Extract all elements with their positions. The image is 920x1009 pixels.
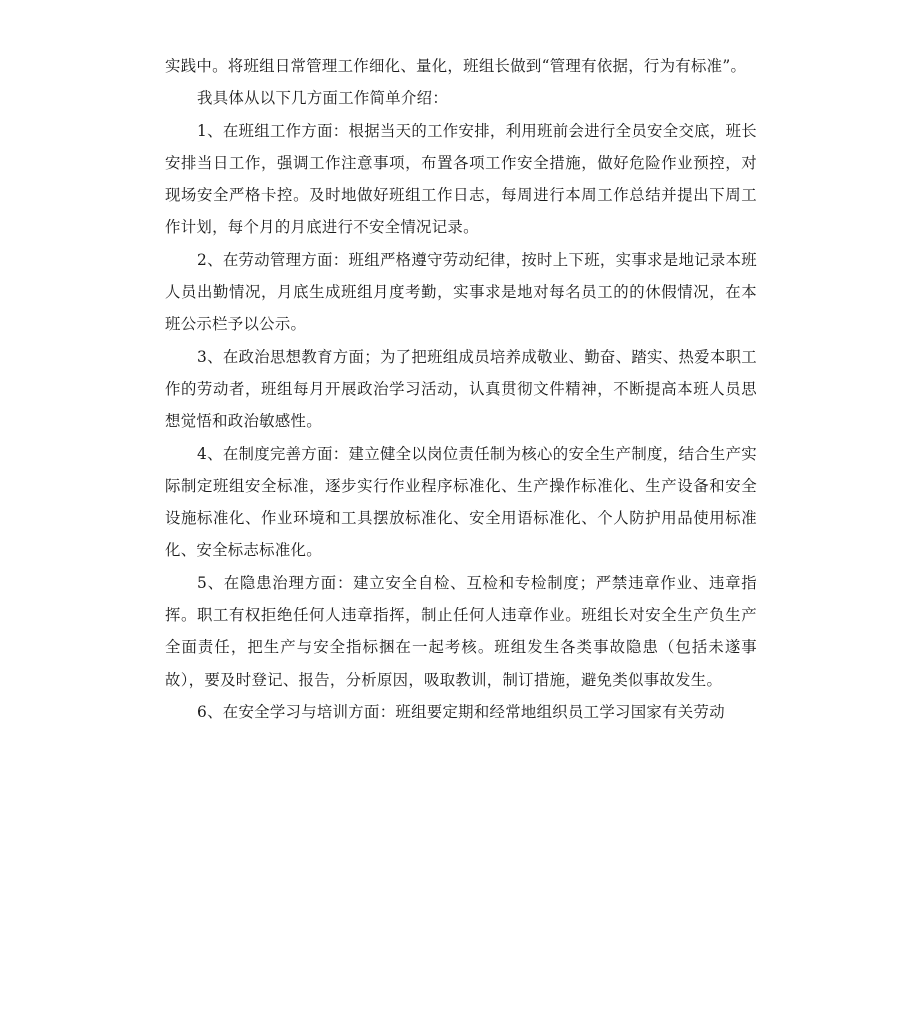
- document-page: [165, 50, 757, 728]
- paragraph-system-improvement: 4、在制度完善方面：建立健全以岗位责任制为核心的安全生产制度，结合生产实际制定班组安全标准，逐步实行作业程序标准化、生产操作标准化、生产设备和安全设施标准化、作业环境和工具摆放标准化、安全用语标准化、个人防护用品使用标准化、安全标志标准化。: [165, 444, 757, 560]
- paragraph-political-education: 3、在政治思想教育方面；为了把班组成员培养成敬业、勤奋、踏实、热爱本职工作的劳动者，班组每月开展政治学习活动，认真贯彻文件精神，不断提高本班人员思想觉悟和政治敏感性。: [165, 347, 757, 431]
- paragraph-team-work: 1、在班组工作方面：根据当天的工作安排，利用班前会进行全员安全交底，班长安排当日工作，强调工作注意事项，布置各项工作安全措施，做好危险作业预控，对现场安全严格卡控。及时地做好班组工作日志，每周进行本周工作总结并提出下周工作计划，每个月的月底进行不安全情况记录。: [165, 121, 757, 237]
- paragraph-hazard-management: 5、在隐患治理方面：建立安全自检、互检和专检制度；严禁违章作业、违章指挥。职工有权拒绝任何人违章指挥，制止任何人违章作业。班组长对安全生产负生产全面责任，把生产与安全指标捆在一起考核。班组发生各类事故隐患（包括未遂事故），要及时登记、报告，分析原因，吸取教训，制订措施，避免类似事故发生。: [165, 573, 757, 689]
- paragraph-labor-management: 2、在劳动管理方面：班组严格遵守劳动纪律，按时上下班，实事求是地记录本班人员出勤情况，月底生成班组月度考勤，实事求是地对每名员工的的休假情况，在本班公示栏予以公示。: [165, 250, 757, 334]
- paragraph-safety-training: 6、在安全学习与培训方面：班组要定期和经常地组织员工学习国家有关劳动: [197, 702, 725, 721]
- paragraph-overview: 我具体从以下几方面工作简单介绍：: [197, 89, 449, 108]
- paragraph-intro-continuation: 实践中。将班组日常管理工作细化、量化，班组长做到“管理有依据，行为有标准”。: [165, 57, 747, 75]
